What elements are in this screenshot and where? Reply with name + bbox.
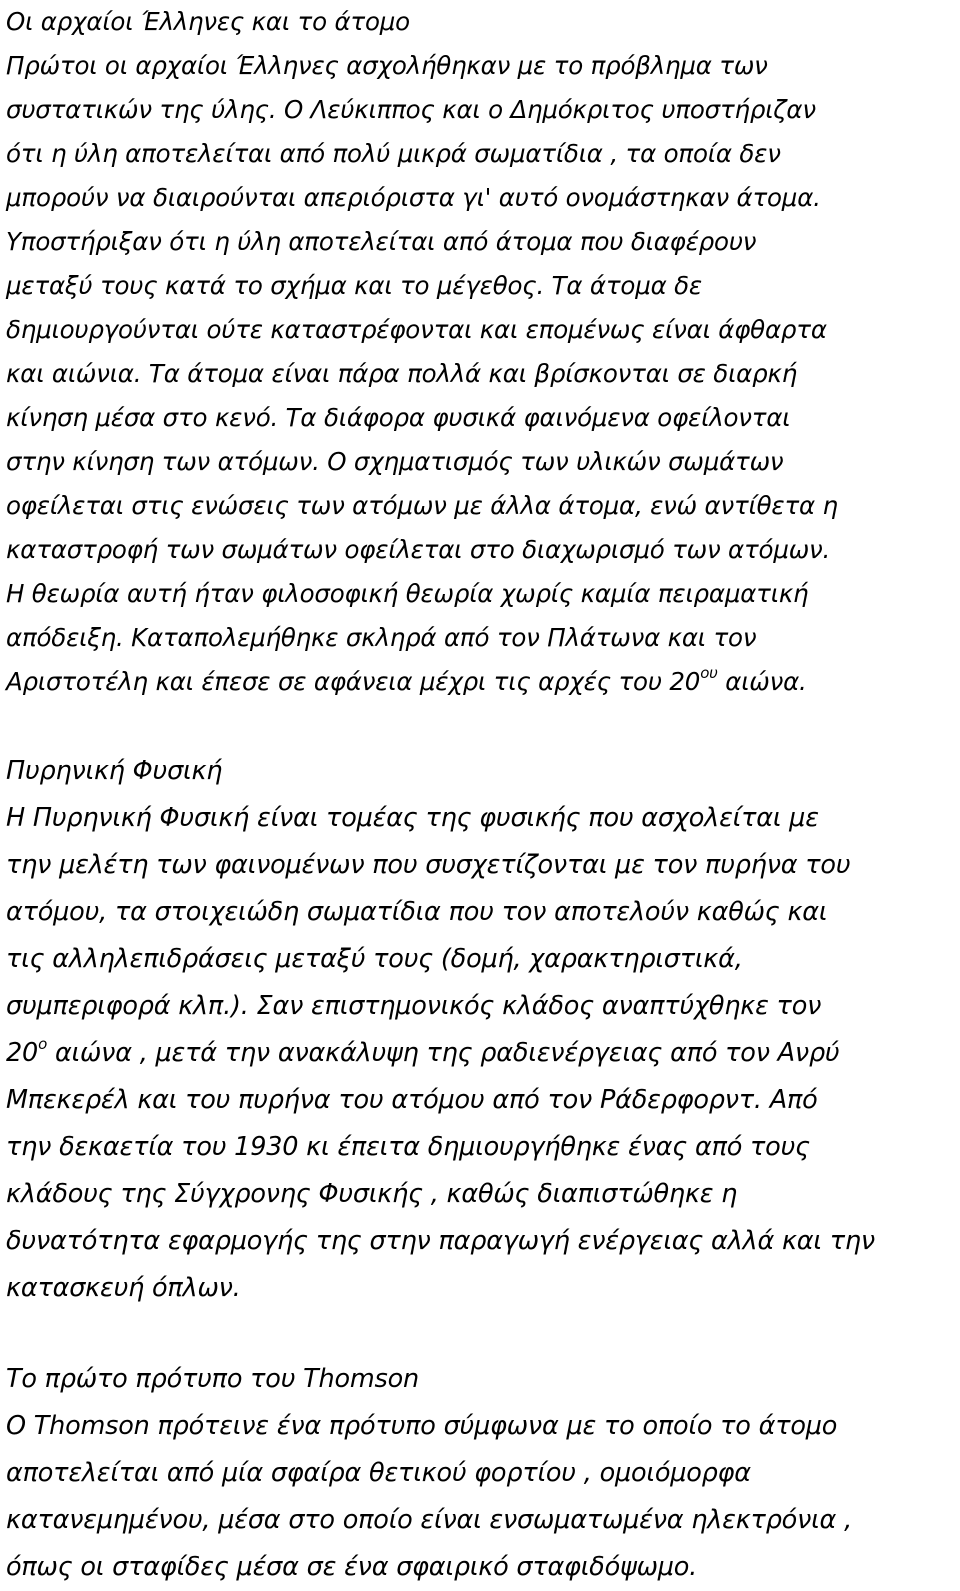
paragraph-line: Η θεωρία αυτή ήταν φιλοσοφική θεωρία χωρίς καμία πειραματική — [6, 579, 809, 608]
paragraph-line: κατασκευή όπλων. — [6, 1273, 241, 1303]
paragraph-line: Πρώτοι οι αρχαίοι Έλληνες ασχολήθηκαν με το πρόβλημα των — [6, 51, 768, 80]
section-title: Το πρώτο πρότυπο του Thomson — [6, 1364, 419, 1394]
paragraph-line: καταστροφή των σωμάτων οφείλεται στο διαχωρισμό των ατόμων. — [6, 535, 831, 564]
paragraph-line: ότι η ύλη αποτελείται από πολύ μικρά σωματίδια , τα οποία δεν — [6, 139, 781, 168]
line-text: αιώνα. — [717, 667, 807, 696]
section-nuclear-physics — [6, 748, 956, 1312]
paragraph-line: συμπεριφορά κλπ.). Σαν επιστημονικός κλάδος αναπτύχθηκε τον — [6, 991, 822, 1021]
paragraph-line: κίνηση μέσα στο κενό. Τα διάφορα φυσικά φαινόμενα οφείλονται — [6, 403, 791, 432]
paragraph-line: συστατικών της ύλης. Ο Λεύκιππος και ο Δημόκριτος υποστήριζαν — [6, 95, 816, 124]
section-title: Οι αρχαίοι Έλληνες και το άτομο — [6, 7, 410, 36]
paragraph-line: Η Πυρηνική Φυσική είναι τομέας της φυσικής που ασχολείται με — [6, 803, 819, 833]
paragraph-line: οφείλεται στις ενώσεις των ατόμων με άλλα άτομα, ενώ αντίθετα η — [6, 491, 838, 520]
paragraph-line-with-superscript — [6, 660, 956, 704]
paragraph-line: αποτελείται από μία σφαίρα θετικού φορτίου , ομοιόμορφα — [6, 1458, 751, 1488]
paragraph-line: μεταξύ τους κατά το σχήμα και το μέγεθος. Τα άτομα δε — [6, 271, 702, 300]
paragraph-line: ατόμου, τα στοιχειώδη σωματίδια που τον αποτελούν καθώς και — [6, 897, 828, 927]
superscript: ο — [38, 1035, 48, 1053]
paragraph-line: Ο Thomson πρότεινε ένα πρότυπο σύμφωνα με το οποίο το άτομο — [6, 1411, 838, 1441]
paragraph-line: τις αλληλεπιδράσεις μεταξύ τους (δομή, χαρακτηριστικά, — [6, 944, 743, 974]
section-ancient-greeks — [6, 0, 956, 704]
document-page — [6, 0, 956, 1591]
paragraph-line: δημιουργούνται ούτε καταστρέφονται και επομένως είναι άφθαρτα — [6, 315, 827, 344]
line-text: 20 — [6, 1038, 39, 1068]
line-text: Αριστοτέλη και έπεσε σε αφάνεια μέχρι τις αρχές του 20 — [6, 667, 701, 696]
paragraph-line: μπορούν να διαιρούνται απεριόριστα γι' αυτό ονομάστηκαν άτομα. — [6, 183, 821, 212]
paragraph-line-with-superscript — [6, 1030, 956, 1077]
line-text: αιώνα , μετά την ανακάλυψη της ραδιενέργειας από τον Ανρύ — [47, 1038, 840, 1068]
paragraph-line: Μπεκερέλ και του πυρήνα του ατόμου από τον Ράδερφορντ. Από — [6, 1085, 818, 1115]
paragraph-line: δυνατότητα εφαρμογής της στην παραγωγή ενέργειας αλλά και την — [6, 1226, 875, 1256]
section-gap — [6, 704, 956, 748]
paragraph-line: Υποστήριξαν ότι η ύλη αποτελείται από άτομα που διαφέρουν — [6, 227, 757, 256]
superscript: ου — [700, 664, 718, 682]
paragraph-line: και αιώνια. Τα άτομα είναι πάρα πολλά και βρίσκονται σε διαρκή — [6, 359, 798, 388]
paragraph-line: την δεκαετία του 1930 κι έπειτα δημιουργήθηκε ένας από τους — [6, 1132, 810, 1162]
section-title: Πυρηνική Φυσική — [6, 756, 223, 786]
paragraph-line: την μελέτη των φαινομένων που συσχετίζονται με τον πυρήνα του — [6, 850, 851, 880]
section-gap — [6, 1312, 956, 1356]
section-thomson-model — [6, 1356, 956, 1591]
paragraph-line: κλάδους της Σύγχρονης Φυσικής , καθώς διαπιστώθηκε η — [6, 1179, 738, 1209]
paragraph-line: κατανεμημένου, μέσα στο οποίο είναι ενσωματωμένα ηλεκτρόνια , — [6, 1505, 852, 1535]
paragraph-line: απόδειξη. Καταπολεμήθηκε σκληρά από τον Πλάτωνα και τον — [6, 623, 757, 652]
paragraph-line: όπως οι σταφίδες μέσα σε ένα σφαιρικό σταφιδόψωμο. — [6, 1552, 698, 1582]
paragraph-line: στην κίνηση των ατόμων. Ο σχηματισμός των υλικών σωμάτων — [6, 447, 784, 476]
